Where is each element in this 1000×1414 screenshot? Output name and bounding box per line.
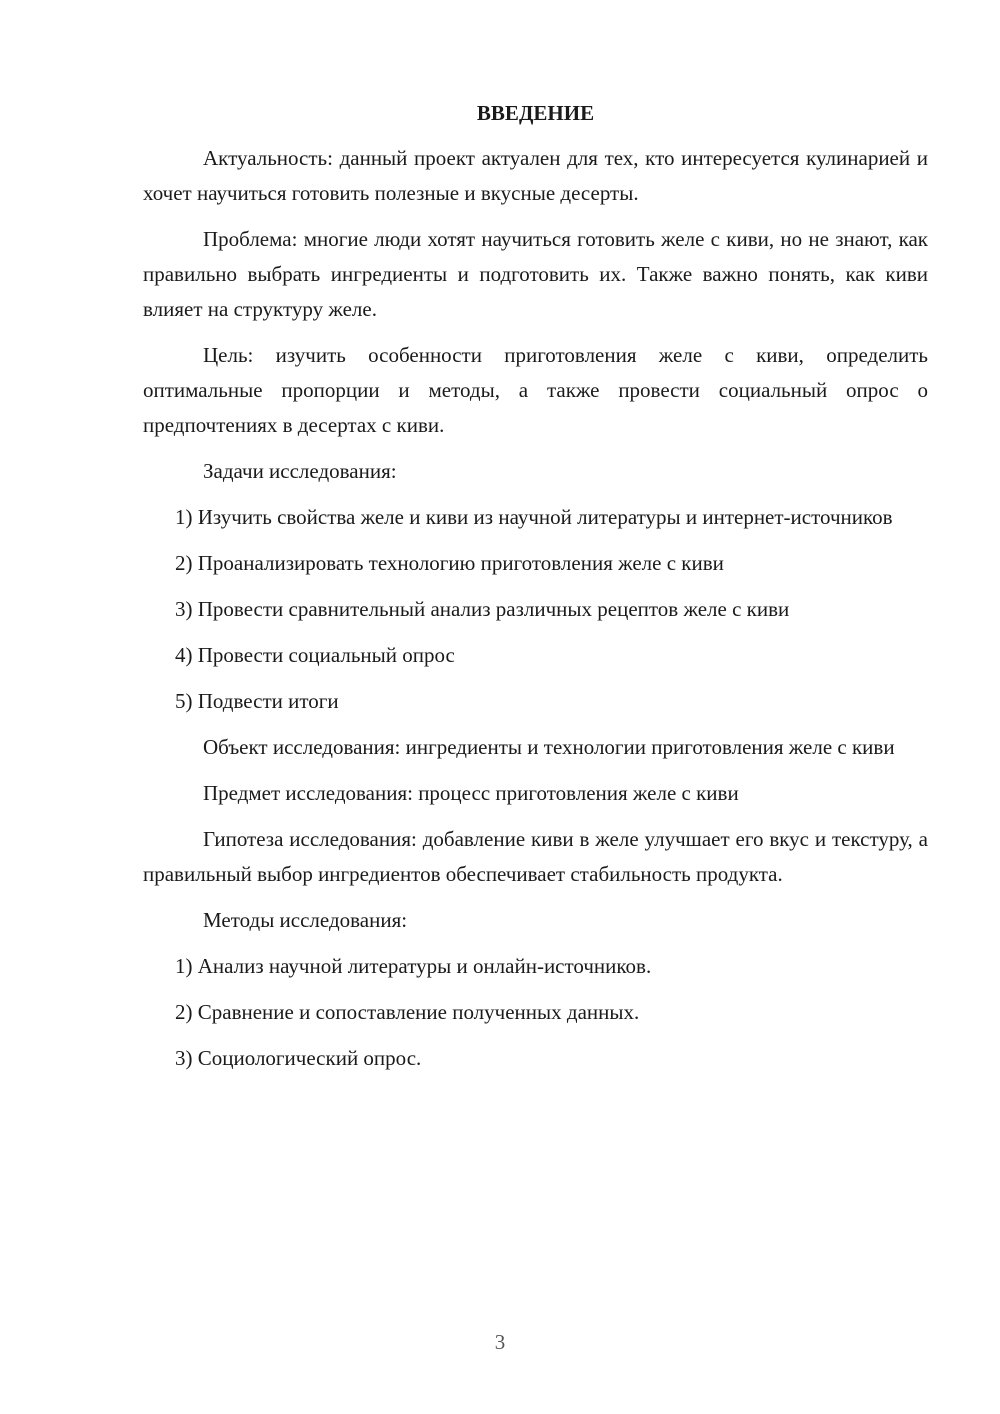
section-heading: ВВЕДЕНИЕ [476, 101, 595, 125]
paragraph: Предмет исследования: процесс приготовления желе с киви [203, 781, 739, 805]
list-item: 4) Провести социальный опрос [175, 643, 455, 667]
paragraph: Задачи исследования: [203, 459, 397, 483]
paragraph-list [143, 141, 928, 1076]
paragraph: Актуальность: данный проект актуален для тех, кто интересуется кулинарией и хочет научиться готовить полезные и вкусные десерты. [143, 146, 928, 205]
list-item: 3) Провести сравнительный анализ различных рецептов желе с киви [175, 597, 790, 621]
page-number: 3 [494, 1330, 506, 1354]
list-item: 3) Социологический опрос. [175, 1046, 422, 1070]
list-item: 2) Проанализировать технологию приготовления желе с киви [175, 551, 724, 575]
paragraph: Объект исследования: ингредиенты и технологии приготовления желе с киви [203, 735, 895, 759]
paragraph: Гипотеза исследования: добавление киви в желе улучшает его вкус и текстуру, а правильный выбор ингредиентов обеспечивает стабильность продукта. [143, 827, 928, 886]
paragraph: Проблема: многие люди хотят научиться готовить желе с киви, но не знают, как правильно выбрать ингредиенты и подготовить их. Также важно понять, как киви влияет на структуру желе. [143, 227, 928, 321]
list-item: 1) Изучить свойства желе и киви из научной литературы и интернет-источников [175, 505, 893, 529]
paragraph: Цель: изучить особенности приготовления желе с киви, определить оптимальные пропорции и методы, а также провести социальный опрос о предпочтениях в десертах с киви. [143, 343, 928, 437]
list-item: 1) Анализ научной литературы и онлайн-источников. [175, 954, 652, 978]
document-page [143, 96, 928, 1087]
list-item: 5) Подвести итоги [175, 689, 339, 713]
paragraph: Методы исследования: [203, 908, 408, 932]
list-item: 2) Сравнение и сопоставление полученных данных. [175, 1000, 640, 1024]
